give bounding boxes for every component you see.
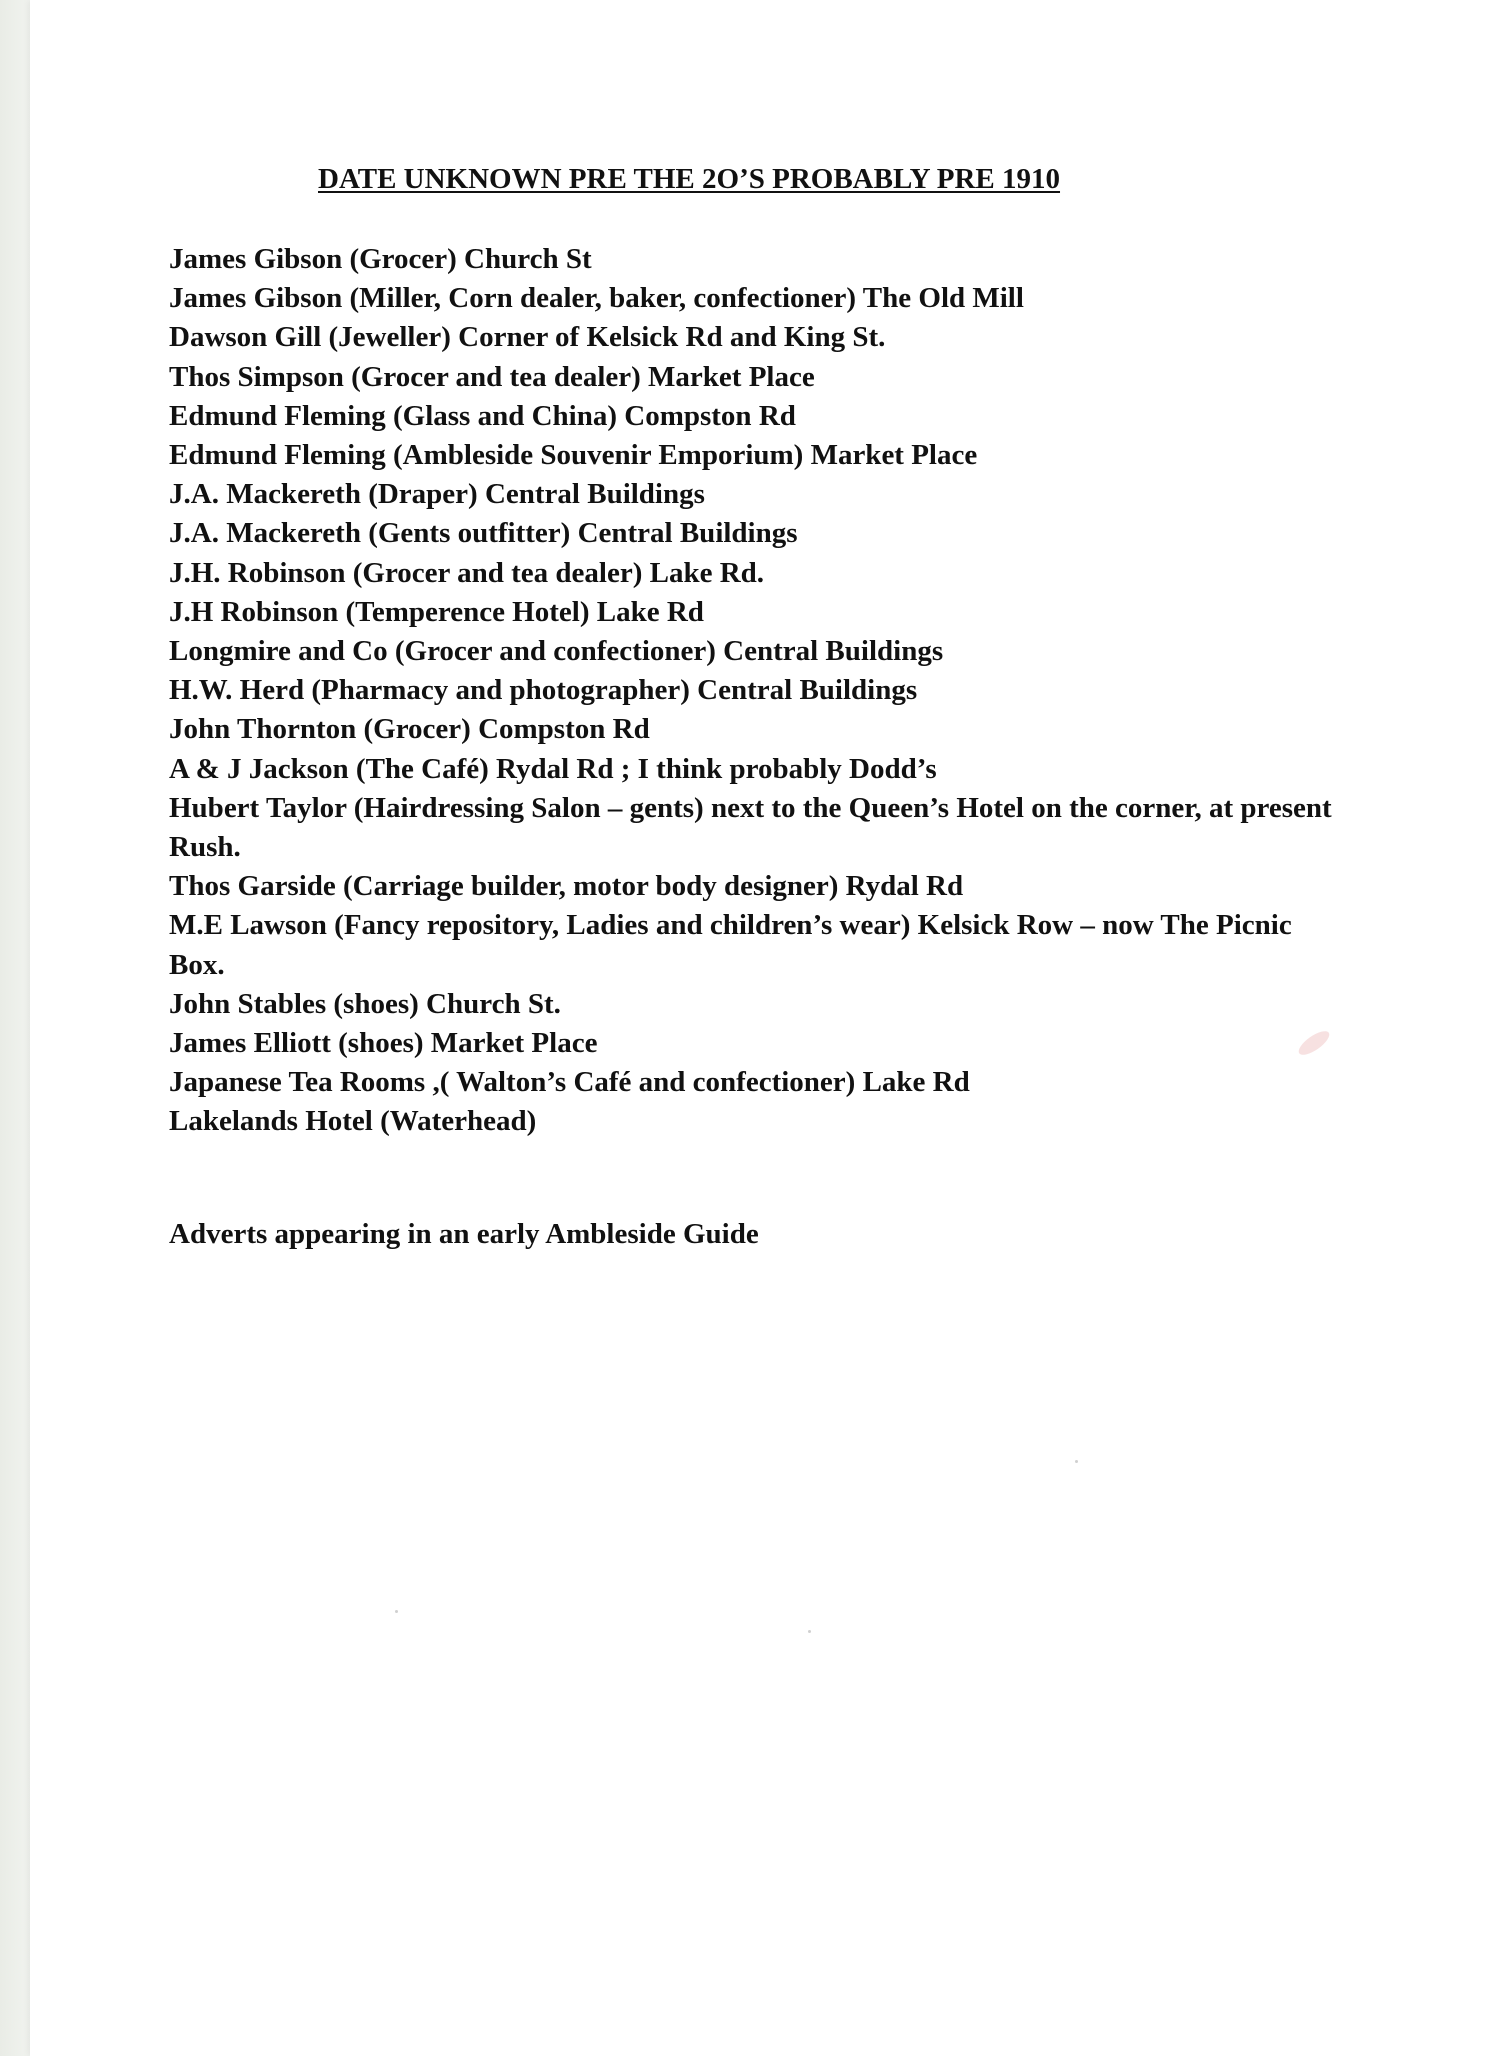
scan-background-edge xyxy=(0,0,30,2056)
list-item: Edmund Fleming (Ambleside Souvenir Emporium) Market Place xyxy=(169,439,978,472)
list-item: M.E Lawson (Fancy repository, Ladies and children’s wear) Kelsick Row – now The Picnic Box. xyxy=(169,909,1292,981)
paper-speck xyxy=(808,1630,811,1633)
list-item: Lakelands Hotel (Waterhead) xyxy=(169,1105,537,1138)
list-item: Longmire and Co (Grocer and confectioner) Central Buildings xyxy=(169,635,944,668)
list-item: J.A. Mackereth (Draper) Central Buildings xyxy=(169,478,705,511)
list-item: J.H Robinson (Temperence Hotel) Lake Rd xyxy=(169,595,704,628)
list-item: Thos Simpson (Grocer and tea dealer) Market Place xyxy=(169,360,815,393)
list-item: H.W. Herd (Pharmacy and photographer) Central Buildings xyxy=(169,674,918,707)
list-item: John Thornton (Grocer) Compston Rd xyxy=(169,713,650,746)
paper-speck xyxy=(395,1610,398,1613)
list-item: Edmund Fleming (Glass and China) Compston Rd xyxy=(169,399,796,432)
list-item: James Gibson (Grocer) Church St xyxy=(169,243,592,275)
list-item: James Elliott (shoes) Market Place xyxy=(169,1027,598,1060)
list-item: J.A. Mackereth (Gents outfitter) Central Buildings xyxy=(169,517,798,550)
document-title: DATE UNKNOWN PRE THE 2O’S PROBABLY PRE 1910 xyxy=(318,163,1061,195)
list-item: Thos Garside (Carriage builder, motor body designer) Rydal Rd xyxy=(169,870,964,903)
business-list xyxy=(169,240,1349,1142)
list-item: A & J Jackson (The Café) Rydal Rd ; I think probably Dodd’s xyxy=(169,752,937,785)
list-item: John Stables (shoes) Church St. xyxy=(169,987,561,1020)
list-item: Dawson Gill (Jeweller) Corner of Kelsick Rd and King St. xyxy=(169,321,886,354)
list-item: J.H. Robinson (Grocer and tea dealer) Lake Rd. xyxy=(169,556,765,589)
footer-note: Adverts appearing in an early Ambleside Guide xyxy=(169,1218,759,1250)
list-item: Hubert Taylor (Hairdressing Salon – gents) next to the Queen’s Hotel on the corner, at present Rush. xyxy=(169,791,1332,864)
list-item: James Gibson (Miller, Corn dealer, baker, confectioner) The Old Mill xyxy=(169,282,1024,315)
list-item: Japanese Tea Rooms ,( Walton’s Café and confectioner) Lake Rd xyxy=(169,1066,970,1099)
paper-speck xyxy=(1075,1460,1078,1463)
